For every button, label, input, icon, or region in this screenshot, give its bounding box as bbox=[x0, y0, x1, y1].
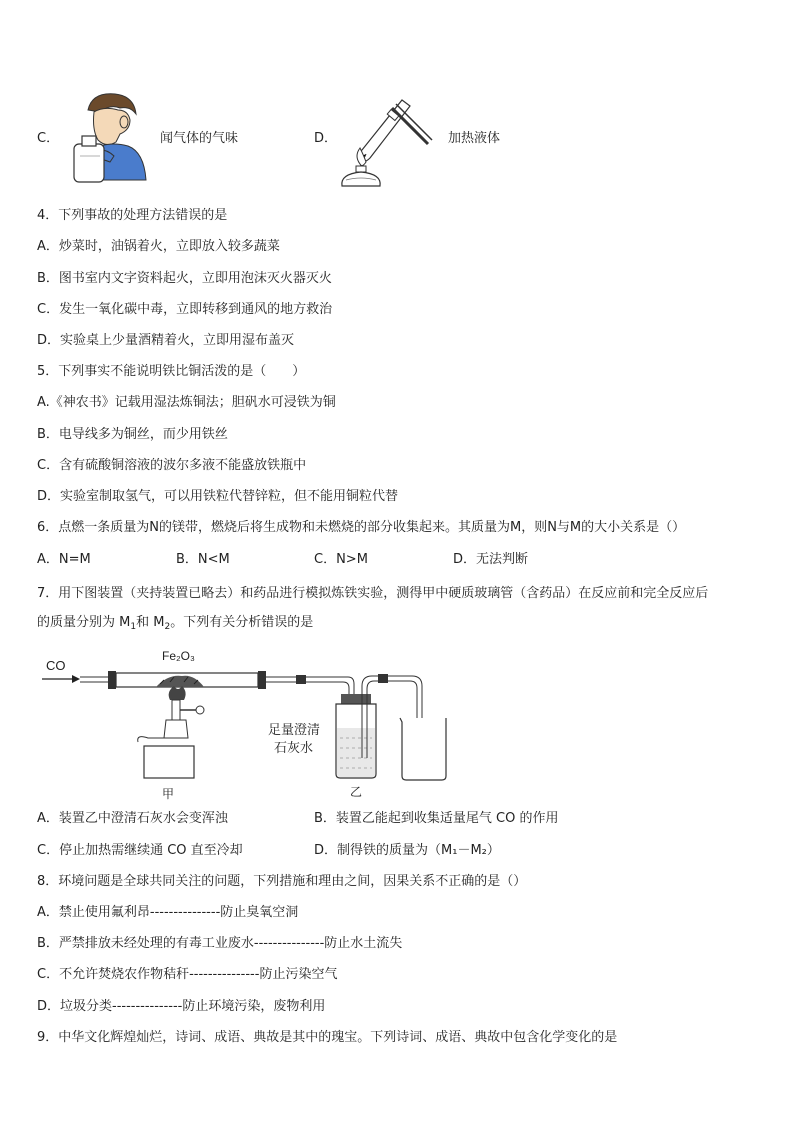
q6-option-b: B．N<M bbox=[176, 552, 230, 567]
q8-option-c: C．不允许焚烧农作物秸秆---------------防止污染空气 bbox=[37, 967, 338, 982]
limewater-label-line2: 石灰水 bbox=[274, 741, 314, 756]
q7-option-c: C．停止加热需继续通 CO 直至冷却 bbox=[37, 843, 243, 858]
q3-option-d-caption: 加热液体 bbox=[448, 131, 501, 146]
q8-option-d: D．垃圾分类---------------防止环境污染，废物利用 bbox=[37, 999, 326, 1014]
q7-option-a: A．装置乙中澄清石灰水会变浑浊 bbox=[37, 811, 228, 826]
q4-option-a: A．炒菜时，油锅着火，立即放入较多蔬菜 bbox=[37, 239, 280, 254]
q5-stem: 5．下列事实不能说明铁比铜活泼的是（ ） bbox=[37, 364, 306, 379]
q4-option-d: D．实验桌上少量酒精着火，立即用湿布盖灭 bbox=[37, 333, 295, 348]
q8-stem: 8．环境问题是全球共同关注的问题，下列措施和理由之间，因果关系不正确的是（） bbox=[37, 874, 527, 889]
q6-option-c: C．N>M bbox=[314, 552, 368, 567]
q7-option-b: B．装置乙能起到收集适量尾气 CO 的作用 bbox=[314, 811, 559, 826]
iron-smelting-apparatus bbox=[38, 646, 488, 804]
q7-stem-line1: 7．用下图装置（夹持装置已略去）和药品进行模拟炼铁实验，测得甲中硬质玻璃管（含药品）在反应前和完全反应后 bbox=[37, 586, 709, 601]
q5-option-a: A.《神农书》记载用湿法炼铜法；胆矾水可浸铁为铜 bbox=[37, 395, 336, 410]
jia-label: 甲 bbox=[162, 787, 175, 801]
fe2o3-label: Fe₂O₃ bbox=[162, 649, 195, 663]
q9-stem: 9．中华文化辉煌灿烂，诗词、成语、典故是其中的瑰宝。下列诗词、成语、典故中包含化学变化的是 bbox=[37, 1030, 618, 1045]
q5-option-b: B．电导线多为铜丝，而少用铁丝 bbox=[37, 427, 228, 442]
limewater-label-line1: 足量澄清 bbox=[268, 723, 321, 738]
q4-option-c: C．发生一氧化碳中毒，立即转移到通风的地方救治 bbox=[37, 302, 333, 317]
smelling-gas-illustration bbox=[70, 90, 150, 185]
q8-option-b: B．严禁排放未经处理的有毒工业废水---------------防止水土流失 bbox=[37, 936, 403, 951]
q5-option-d: D．实验室制取氢气，可以用铁粒代替锌粒，但不能用铜粒代替 bbox=[37, 489, 399, 504]
q3-option-c-letter: C． bbox=[37, 131, 60, 146]
q7-stem-line2: 的质量分别为 $M_1$和 $M_2$。下列有关分析错误的是 bbox=[37, 615, 314, 632]
q4-stem: 4．下列事故的处理方法错误的是 bbox=[37, 208, 228, 223]
yi-label: 乙 bbox=[350, 785, 363, 799]
heating-liquid-illustration bbox=[336, 94, 436, 190]
q6-stem: 6．点燃一条质量为N的镁带，燃烧后将生成物和未燃烧的部分收集起来。其质量为M，则N与M的大小关系是（） bbox=[37, 520, 686, 535]
q6-option-a: A．N=M bbox=[37, 552, 91, 567]
q3-option-d-letter: D． bbox=[314, 131, 338, 146]
q5-option-c: C．含有硫酸铜溶液的波尔多液不能盛放铁瓶中 bbox=[37, 458, 307, 473]
q7-option-d: D．制得铁的质量为（M₁－M₂） bbox=[314, 843, 500, 858]
co-label: CO bbox=[46, 658, 66, 673]
q3-option-c-caption: 闻气体的气味 bbox=[160, 131, 239, 146]
q4-option-b: B．图书室内文字资料起火，立即用泡沫灭火器灭火 bbox=[37, 271, 332, 286]
q8-option-a: A．禁止使用氟利昂---------------防止臭氧空洞 bbox=[37, 905, 299, 920]
q6-option-d: D．无法判断 bbox=[453, 552, 529, 567]
